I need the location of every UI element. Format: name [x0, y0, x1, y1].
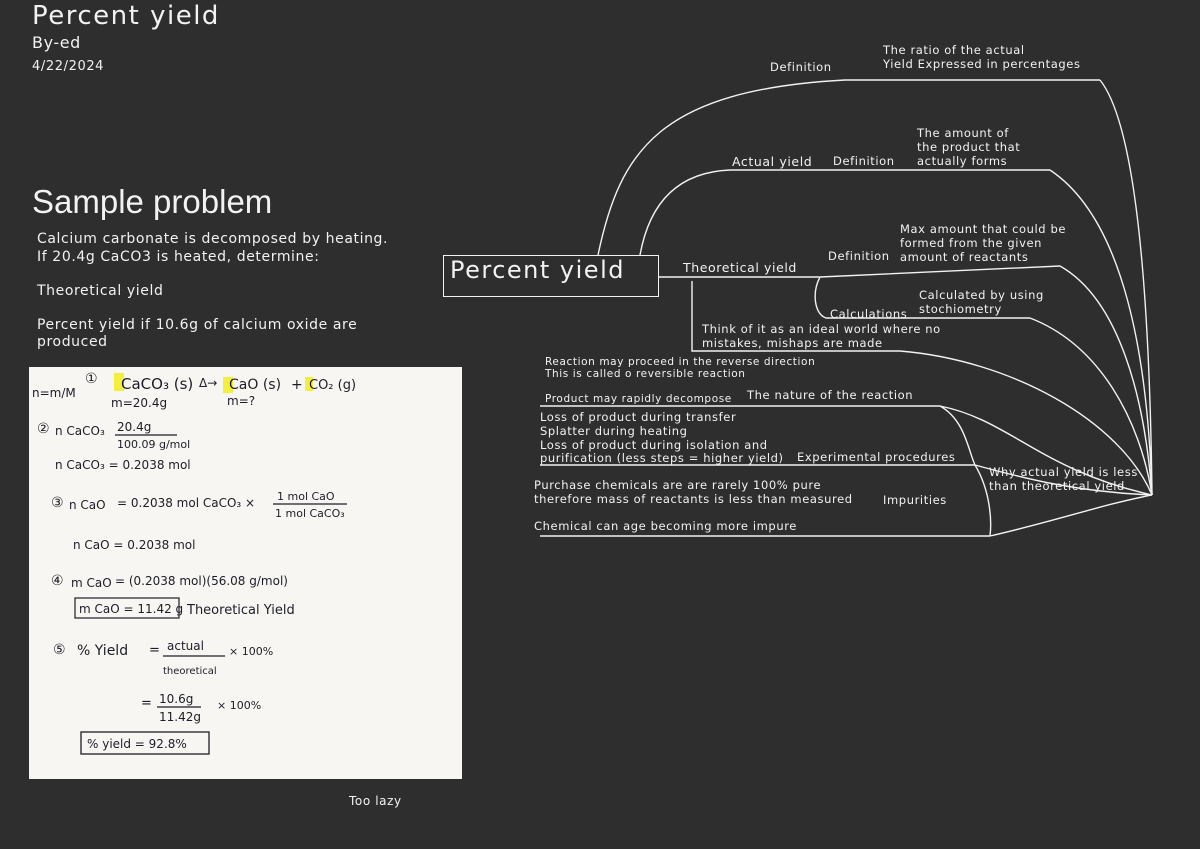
decompose-note: Product may rapidly decompose	[545, 393, 732, 405]
theoretical-definition-line-3: amount of reactants	[900, 250, 1029, 264]
reverse-reaction-line-1: Reaction may proceed in the reverse direction	[545, 356, 816, 368]
step-4-expression: = (0.2038 mol)(56.08 g/mol)	[115, 574, 288, 588]
equation-reactant: CaCO₃ (s)	[121, 375, 194, 393]
step-3-ratio-numerator: 1 mol CaO	[277, 490, 335, 503]
step-3-result: n CaO = 0.2038 mol	[73, 538, 196, 552]
why-less-line-2: than theoretical yield	[989, 479, 1125, 493]
percent-definition-line-2: Yield Expressed in percentages	[883, 57, 1081, 71]
step-2-numerator: 20.4g	[117, 420, 152, 434]
footer-note: Too lazy	[349, 794, 402, 808]
theoretical-definition-line-2: formed from the given	[900, 236, 1043, 250]
step-2-lhs: n CaCO₃	[55, 424, 105, 438]
actual-definition-label: Definition	[833, 154, 895, 168]
unknown-mass: m=?	[227, 394, 256, 408]
theoretical-definition-line-1: Max amount that could be	[900, 222, 1067, 236]
actual-definition-line-1: The amount of	[917, 126, 1009, 140]
curve-actual	[1050, 170, 1152, 495]
formula-n: n=m/M	[32, 386, 76, 400]
percent-definition-line-1: The ratio of the actual	[883, 43, 1025, 57]
step-5-numerator: actual	[167, 639, 204, 653]
nature-of-reaction-node: The nature of the reaction	[747, 388, 914, 402]
ideal-world-line-1: Think of it as an ideal world where no	[702, 322, 941, 336]
equals-sign: =	[141, 696, 152, 711]
step-5-denominator: theoretical	[163, 666, 217, 677]
date: 4/22/2024	[32, 59, 105, 74]
equation-arrow: Δ→	[199, 376, 218, 390]
step-2-result: n CaCO₃ = 0.2038 mol	[55, 458, 191, 472]
step-3-ratio-denominator: 1 mol CaCO₃	[275, 507, 345, 520]
page-title: Percent yield	[32, 1, 220, 31]
step-5-substituted-numerator: 10.6g	[159, 692, 194, 706]
problem-line-2: If 20.4g CaCO3 is heated, determine:	[37, 249, 320, 265]
step-3-label: ③	[51, 495, 64, 511]
step-4-lhs: m CaO	[71, 576, 112, 590]
step-4-tag: Theoretical Yield	[187, 603, 295, 618]
step-5-times: × 100%	[217, 699, 262, 712]
step-4-boxed-answer: m CaO = 11.42 g	[79, 602, 184, 616]
calculations-line-2: stochiometry	[919, 302, 1002, 316]
impurities-line-1: Purchase chemicals are are rarely 100% pure	[534, 478, 822, 492]
equation-product-1: CaO (s)	[229, 377, 282, 393]
equation-plus: +	[291, 377, 303, 393]
step-2-label: ②	[37, 421, 50, 437]
equals-sign: =	[149, 643, 160, 658]
step-4-label: ④	[51, 573, 64, 589]
worksheet-drawing	[29, 367, 462, 779]
step-1-label: ①	[85, 371, 98, 387]
step-5-lhs: % Yield	[77, 643, 129, 659]
theoretical-yield-node: Theoretical yield	[683, 260, 797, 275]
author: By-ed	[32, 33, 81, 52]
sample-heading: Sample problem	[32, 183, 273, 220]
step-2-denominator: 100.09 g/mol	[117, 438, 191, 451]
step-5-label: ⑤	[53, 642, 66, 658]
ideal-world-line-2: mistakes, mishaps are made	[702, 336, 883, 350]
why-less-line-1: Why actual yield is less	[989, 465, 1138, 479]
step-5-substituted-denominator: 11.42g	[159, 710, 201, 724]
worksheet-photo	[29, 367, 462, 779]
final-answer: % yield = 92.8%	[87, 737, 187, 751]
central-topic: Percent yield	[450, 256, 625, 284]
percent-definition-label: Definition	[770, 60, 832, 74]
step-3-lhs: n CaO	[69, 498, 106, 512]
impurities-line-2: therefore mass of reactants is less than measured	[534, 492, 853, 506]
theoretical-definition-label: Definition	[828, 249, 890, 263]
question-percent-line-2: produced	[37, 334, 108, 350]
actual-definition-line-3: actually forms	[917, 154, 1008, 168]
experimental-line-1: Loss of product during transfer	[540, 410, 737, 424]
impurities-node: Impurities	[883, 493, 947, 507]
experimental-line-2: Splatter during heating	[540, 424, 688, 438]
reverse-reaction-line-2: This is called o reversible reaction	[545, 368, 746, 380]
actual-definition-line-2: the product that	[917, 140, 1021, 154]
experimental-procedures-node: Experimental procedures	[797, 450, 956, 464]
curve-impurities	[990, 495, 1152, 536]
calculations-line-1: Calculated by using	[919, 288, 1044, 302]
step-5-times: × 100%	[229, 645, 274, 658]
question-theoretical: Theoretical yield	[37, 283, 164, 299]
given-mass: m=20.4g	[111, 396, 168, 410]
equation-product-2: CO₂ (g)	[309, 378, 357, 393]
question-percent-line-1: Percent yield if 10.6g of calcium oxide are	[37, 317, 358, 333]
actual-yield-node: Actual yield	[732, 154, 813, 169]
calculations-label: Calculations	[830, 307, 908, 321]
curve-theoretical	[1060, 266, 1152, 495]
experimental-line-3: Loss of product during isolation and	[540, 438, 768, 452]
step-3-expression: = 0.2038 mol CaCO₃ ×	[117, 496, 256, 510]
impurities-line-3: Chemical can age becoming more impure	[534, 519, 797, 533]
experimental-line-4: purification (less steps = higher yield)	[540, 451, 784, 465]
problem-line-1: Calcium carbonate is decomposed by heating.	[37, 231, 389, 247]
